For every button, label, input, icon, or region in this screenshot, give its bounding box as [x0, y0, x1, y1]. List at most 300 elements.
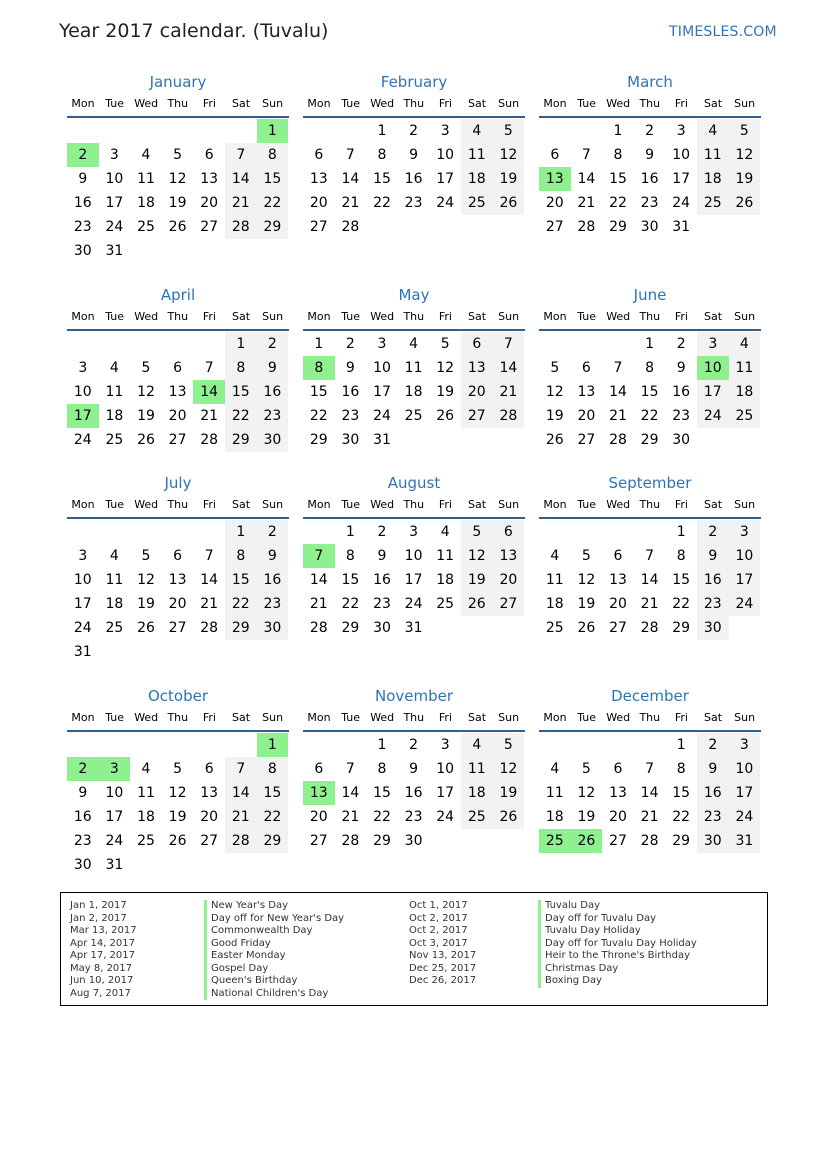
day-cell: 5 [173, 147, 183, 163]
legend-dates-left [70, 900, 137, 1000]
day-cell: 23 [73, 833, 92, 849]
legend-holiday-name: Gospel Day [211, 962, 269, 974]
day-cell: 22 [373, 195, 391, 211]
day-cell: 23 [640, 195, 659, 211]
day-cell: 29 [225, 428, 257, 452]
day-cell: 31 [105, 243, 124, 259]
day-cell: 12 [137, 572, 155, 588]
day-cell: 2 [257, 332, 289, 356]
weekday-label: Mon [543, 711, 567, 724]
day-cell: 18 [545, 809, 564, 825]
day-cell: 13 [168, 384, 187, 400]
weekday-label: Wed [606, 498, 631, 511]
weekday-label: Mon [71, 711, 95, 724]
day-cell: 3 [440, 123, 450, 139]
page-title: Year 2017 calendar. (Tuvalu) [59, 20, 329, 42]
day-cell: 9 [78, 785, 88, 801]
day-cell: 26 [493, 191, 525, 215]
day-cell: 25 [729, 404, 761, 428]
day-cell: 4 [729, 332, 761, 356]
day-cell: 22 [225, 592, 257, 616]
day-cell: 19 [461, 568, 493, 592]
day-cell: 3 [729, 520, 761, 544]
header-rule [303, 517, 525, 519]
day-cell: 16 [404, 171, 423, 187]
day-cell: 3 [729, 733, 761, 757]
site-link[interactable]: TIMESLES.COM [669, 24, 777, 40]
legend-holiday-name: Day off for New Year's Day [211, 912, 345, 924]
month-name: May [398, 286, 430, 304]
weekday-label: Mon [307, 97, 331, 110]
day-cell: 16 [697, 568, 729, 592]
day-cell: 7 [345, 761, 355, 777]
day-cell: 15 [225, 380, 257, 404]
day-cell: 20 [168, 408, 187, 424]
day-cell: 25 [137, 219, 155, 235]
day-cell: 21 [341, 809, 360, 825]
day-cell: 27 [309, 219, 328, 235]
day-cell: 3 [109, 147, 119, 163]
day-cell: 5 [729, 119, 761, 143]
day-cell: 30 [404, 833, 423, 849]
day-cell: 18 [461, 781, 493, 805]
day-cell: 17 [105, 809, 124, 825]
day-cell: 19 [545, 408, 564, 424]
day-cell: 9 [377, 548, 387, 564]
day-cell: 21 [200, 596, 219, 612]
day-cell: 18 [729, 380, 761, 404]
day-cell: 12 [168, 171, 187, 187]
day-cell: 20 [200, 195, 219, 211]
day-cell: 24 [672, 195, 691, 211]
day-cell: 8 [676, 761, 686, 777]
day-cell: 6 [461, 332, 493, 356]
weekday-label: Thu [167, 97, 189, 110]
holiday-day-cell: 10 [697, 356, 729, 380]
weekday-label: Tue [105, 498, 124, 511]
weekday-label: Sat [703, 498, 723, 511]
day-cell: 21 [640, 596, 659, 612]
day-cell: 28 [200, 620, 219, 636]
day-cell: 18 [404, 384, 423, 400]
day-cell: 30 [73, 243, 92, 259]
month-name: February [380, 73, 448, 91]
day-cell: 20 [577, 408, 596, 424]
day-cell: 13 [609, 572, 627, 588]
day-cell: 13 [200, 785, 219, 801]
day-cell: 14 [640, 785, 659, 801]
header-rule [303, 116, 525, 118]
day-cell: 17 [373, 384, 391, 400]
day-cell: 16 [73, 195, 92, 211]
day-cell: 27 [200, 833, 219, 849]
day-cell: 30 [341, 432, 360, 448]
day-cell: 3 [78, 548, 88, 564]
day-cell: 3 [676, 123, 686, 139]
header-rule [539, 730, 761, 732]
weekday-label: Tue [577, 498, 596, 511]
day-cell: 20 [168, 596, 187, 612]
day-cell: 22 [257, 805, 289, 829]
day-cell: 21 [493, 380, 525, 404]
weekday-header [539, 498, 761, 514]
day-cell: 4 [697, 119, 729, 143]
weekday-label: Thu [639, 498, 661, 511]
weekday-label: Wed [134, 498, 159, 511]
day-cell: 31 [73, 644, 92, 660]
day-cell: 12 [577, 572, 596, 588]
weekday-label: Tue [577, 97, 596, 110]
day-cell: 21 [640, 809, 659, 825]
day-cell: 12 [436, 360, 455, 376]
legend-date: Oct 2, 2017 [409, 912, 468, 924]
weekday-label: Tue [105, 310, 124, 323]
day-cell: 11 [697, 143, 729, 167]
day-cell: 10 [436, 147, 455, 163]
legend-date: Jun 10, 2017 [70, 975, 134, 986]
holiday-day-cell: 7 [303, 544, 335, 568]
day-cell: 27 [609, 833, 627, 849]
day-cell: 15 [309, 384, 328, 400]
day-cell: 22 [672, 596, 691, 612]
weekday-label: Wed [606, 97, 631, 110]
day-cell: 27 [577, 432, 596, 448]
holiday-day-cell: 1 [257, 733, 289, 757]
weekday-label: Sun [498, 310, 520, 323]
day-cell: 5 [461, 520, 493, 544]
weekday-label: Wed [134, 97, 159, 110]
weekday-label: Fri [438, 97, 452, 110]
legend-date: Dec 26, 2017 [409, 975, 477, 986]
day-cell: 24 [105, 833, 124, 849]
day-cell: 15 [373, 171, 391, 187]
day-cell: 21 [200, 408, 219, 424]
legend-date: Jan 1, 2017 [70, 900, 127, 911]
day-cell: 18 [105, 596, 124, 612]
day-cell: 24 [697, 404, 729, 428]
weekday-label: Fri [674, 498, 688, 511]
legend-date: Oct 3, 2017 [409, 937, 468, 949]
day-cell: 12 [545, 384, 564, 400]
day-cell: 15 [672, 572, 691, 588]
weekday-label: Wed [370, 498, 395, 511]
weekday-label: Thu [403, 498, 425, 511]
weekday-label: Wed [370, 711, 395, 724]
day-cell: 6 [204, 147, 214, 163]
day-cell: 3 [697, 332, 729, 356]
day-cell: 27 [309, 833, 328, 849]
day-cell: 17 [697, 380, 729, 404]
day-cell: 17 [105, 195, 124, 211]
legend-holiday-name: Easter Monday [211, 950, 286, 961]
day-cell: 8 [257, 757, 289, 781]
day-cell: 2 [377, 524, 387, 540]
day-cell: 11 [137, 171, 155, 187]
day-cell: 19 [577, 809, 596, 825]
legend-date: Jan 2, 2017 [70, 912, 127, 924]
day-cell: 29 [640, 432, 659, 448]
weekday-label: Sat [467, 711, 487, 724]
holiday-legend [60, 892, 768, 1006]
day-cell: 15 [341, 572, 360, 588]
weekday-header [539, 97, 761, 113]
day-cell: 30 [373, 620, 391, 636]
month-name: December [611, 687, 689, 705]
day-cell: 6 [550, 147, 560, 163]
day-cell: 11 [545, 785, 564, 801]
day-cell: 18 [697, 167, 729, 191]
day-cell: 28 [225, 215, 257, 239]
day-cell: 10 [672, 147, 691, 163]
weekday-header [67, 97, 289, 113]
weekday-label: Thu [167, 310, 189, 323]
day-cell: 9 [697, 544, 729, 568]
day-cell: 6 [613, 548, 623, 564]
weekday-label: Thu [167, 498, 189, 511]
day-cell: 24 [436, 809, 455, 825]
day-cell: 12 [577, 785, 596, 801]
weekday-label: Tue [105, 97, 124, 110]
day-cell: 16 [257, 568, 289, 592]
day-cell: 6 [173, 548, 183, 564]
day-cell: 21 [341, 195, 360, 211]
day-cell: 13 [168, 572, 187, 588]
day-cell: 2 [257, 520, 289, 544]
day-cell: 16 [640, 171, 659, 187]
day-cell: 26 [137, 432, 155, 448]
month-name: September [608, 474, 692, 492]
weekday-label: Sat [467, 498, 487, 511]
day-cell: 1 [225, 332, 257, 356]
day-cell: 29 [672, 833, 691, 849]
legend-holiday-name: Tuvalu Day [545, 900, 601, 911]
day-cell: 14 [200, 572, 219, 588]
day-cell: 7 [204, 548, 214, 564]
weekday-label: Tue [341, 97, 360, 110]
day-cell: 28 [225, 829, 257, 853]
day-cell: 9 [409, 147, 419, 163]
day-cell: 5 [141, 360, 151, 376]
day-cell: 23 [257, 592, 289, 616]
day-cell: 27 [493, 592, 525, 616]
day-cell: 27 [461, 404, 493, 428]
weekday-label: Sat [703, 310, 723, 323]
day-cell: 13 [577, 384, 596, 400]
weekday-label: Thu [167, 711, 189, 724]
day-cell: 12 [729, 143, 761, 167]
day-cell: 25 [697, 191, 729, 215]
day-cell: 26 [577, 620, 596, 636]
legend-date: Oct 1, 2017 [409, 900, 468, 911]
day-cell: 5 [581, 761, 591, 777]
day-cell: 13 [493, 544, 525, 568]
weekday-label: Sat [467, 97, 487, 110]
day-cell: 30 [640, 219, 659, 235]
day-cell: 27 [168, 620, 187, 636]
day-cell: 27 [168, 432, 187, 448]
day-cell: 28 [493, 404, 525, 428]
weekday-label: Mon [543, 97, 567, 110]
weekday-label: Wed [606, 711, 631, 724]
day-cell: 26 [545, 432, 564, 448]
day-cell: 28 [640, 833, 659, 849]
legend-holiday-name: New Year's Day [211, 900, 289, 911]
day-cell: 6 [204, 761, 214, 777]
day-cell: 14 [640, 572, 659, 588]
weekday-label: Wed [370, 310, 395, 323]
month-name: March [627, 73, 673, 91]
day-cell: 18 [137, 195, 155, 211]
weekday-label: Thu [403, 711, 425, 724]
day-cell: 23 [373, 596, 391, 612]
day-cell: 18 [545, 596, 564, 612]
day-cell: 22 [373, 809, 391, 825]
month-name: August [387, 474, 441, 492]
weekday-label: Sun [734, 498, 756, 511]
day-cell: 22 [225, 404, 257, 428]
day-cell: 19 [493, 167, 525, 191]
day-cell: 28 [341, 219, 360, 235]
day-cell: 19 [436, 384, 455, 400]
day-cell: 4 [109, 548, 119, 564]
day-cell: 8 [613, 147, 623, 163]
day-cell: 22 [257, 191, 289, 215]
legend-holiday-name: Christmas Day [545, 962, 619, 974]
legend-date: Oct 2, 2017 [409, 925, 468, 936]
header-rule [67, 517, 289, 519]
day-cell: 14 [225, 781, 257, 805]
day-cell: 9 [697, 757, 729, 781]
day-cell: 23 [672, 408, 691, 424]
holiday-day-cell: 26 [571, 829, 603, 853]
weekday-label: Mon [543, 498, 567, 511]
day-cell: 4 [409, 336, 419, 352]
day-cell: 21 [577, 195, 596, 211]
day-cell: 23 [697, 592, 729, 616]
day-cell: 16 [697, 781, 729, 805]
month-name: April [160, 286, 196, 304]
day-cell: 7 [225, 757, 257, 781]
day-cell: 10 [105, 785, 124, 801]
day-cell: 11 [105, 572, 124, 588]
day-cell: 11 [436, 548, 455, 564]
day-cell: 15 [640, 384, 659, 400]
day-cell: 16 [341, 384, 360, 400]
day-cell: 30 [73, 857, 92, 873]
day-cell: 9 [257, 356, 289, 380]
day-cell: 22 [640, 408, 659, 424]
day-cell: 26 [168, 833, 187, 849]
day-cell: 31 [729, 829, 761, 853]
weekday-label: Wed [134, 711, 159, 724]
day-cell: 14 [493, 356, 525, 380]
legend-date: Nov 13, 2017 [409, 950, 477, 961]
day-cell: 31 [404, 620, 423, 636]
day-cell: 14 [609, 384, 627, 400]
day-cell: 7 [613, 360, 623, 376]
day-cell: 29 [609, 219, 627, 235]
day-cell: 2 [645, 123, 655, 139]
day-cell: 8 [225, 544, 257, 568]
legend-holiday-name: Boxing Day [545, 975, 602, 986]
day-cell: 4 [440, 524, 450, 540]
day-cell: 26 [137, 620, 155, 636]
holiday-day-cell: 3 [99, 757, 131, 781]
day-cell: 23 [404, 195, 423, 211]
weekday-label: Sat [231, 310, 251, 323]
day-cell: 10 [436, 761, 455, 777]
day-cell: 16 [404, 785, 423, 801]
day-cell: 17 [729, 781, 761, 805]
weekday-label: Fri [202, 498, 216, 511]
day-cell: 20 [493, 568, 525, 592]
holiday-day-cell: 2 [67, 757, 99, 781]
day-cell: 15 [257, 167, 289, 191]
weekday-label: Tue [577, 711, 596, 724]
day-cell: 4 [109, 360, 119, 376]
header-rule [67, 116, 289, 118]
weekday-label: Sat [703, 711, 723, 724]
day-cell: 11 [404, 360, 423, 376]
day-cell: 15 [373, 785, 391, 801]
header-rule [67, 329, 289, 331]
day-cell: 4 [141, 761, 151, 777]
legend-date: Aug 7, 2017 [70, 987, 131, 999]
day-cell: 10 [105, 171, 124, 187]
weekday-label: Thu [639, 310, 661, 323]
weekday-header [67, 310, 289, 326]
weekday-label: Thu [403, 97, 425, 110]
header-rule [539, 329, 761, 331]
day-cell: 1 [314, 336, 324, 352]
day-cell: 24 [73, 620, 92, 636]
day-cell: 28 [309, 620, 328, 636]
day-cell: 18 [436, 572, 455, 588]
weekday-label: Wed [370, 97, 395, 110]
day-cell: 16 [672, 384, 691, 400]
day-cell: 9 [645, 147, 655, 163]
day-cell: 6 [314, 147, 324, 163]
day-cell: 17 [436, 785, 455, 801]
day-cell: 9 [676, 360, 686, 376]
header-rule [303, 730, 525, 732]
day-cell: 27 [545, 219, 564, 235]
day-cell: 29 [341, 620, 360, 636]
day-cell: 5 [493, 733, 525, 757]
day-cell: 19 [577, 596, 596, 612]
day-cell: 23 [257, 404, 289, 428]
day-cell: 1 [377, 123, 387, 139]
legend-holiday-name: Day off for Tuvalu Day Holiday [545, 937, 697, 949]
day-cell: 17 [672, 171, 691, 187]
legend-holiday-name: Heir to the Throne's Birthday [545, 950, 691, 961]
day-cell: 1 [676, 737, 686, 753]
day-cell: 1 [676, 524, 686, 540]
legend-holiday-name: Commonwealth Day [211, 925, 313, 936]
weekday-header [539, 310, 761, 326]
day-cell: 5 [493, 119, 525, 143]
day-cell: 10 [73, 384, 92, 400]
day-cell: 21 [225, 805, 257, 829]
day-cell: 10 [73, 572, 92, 588]
day-cell: 20 [461, 380, 493, 404]
day-cell: 30 [257, 616, 289, 640]
weekday-label: Sun [262, 97, 284, 110]
day-cell: 7 [225, 143, 257, 167]
month-name: November [374, 687, 454, 705]
day-cell: 23 [341, 408, 360, 424]
day-cell: 6 [493, 520, 525, 544]
